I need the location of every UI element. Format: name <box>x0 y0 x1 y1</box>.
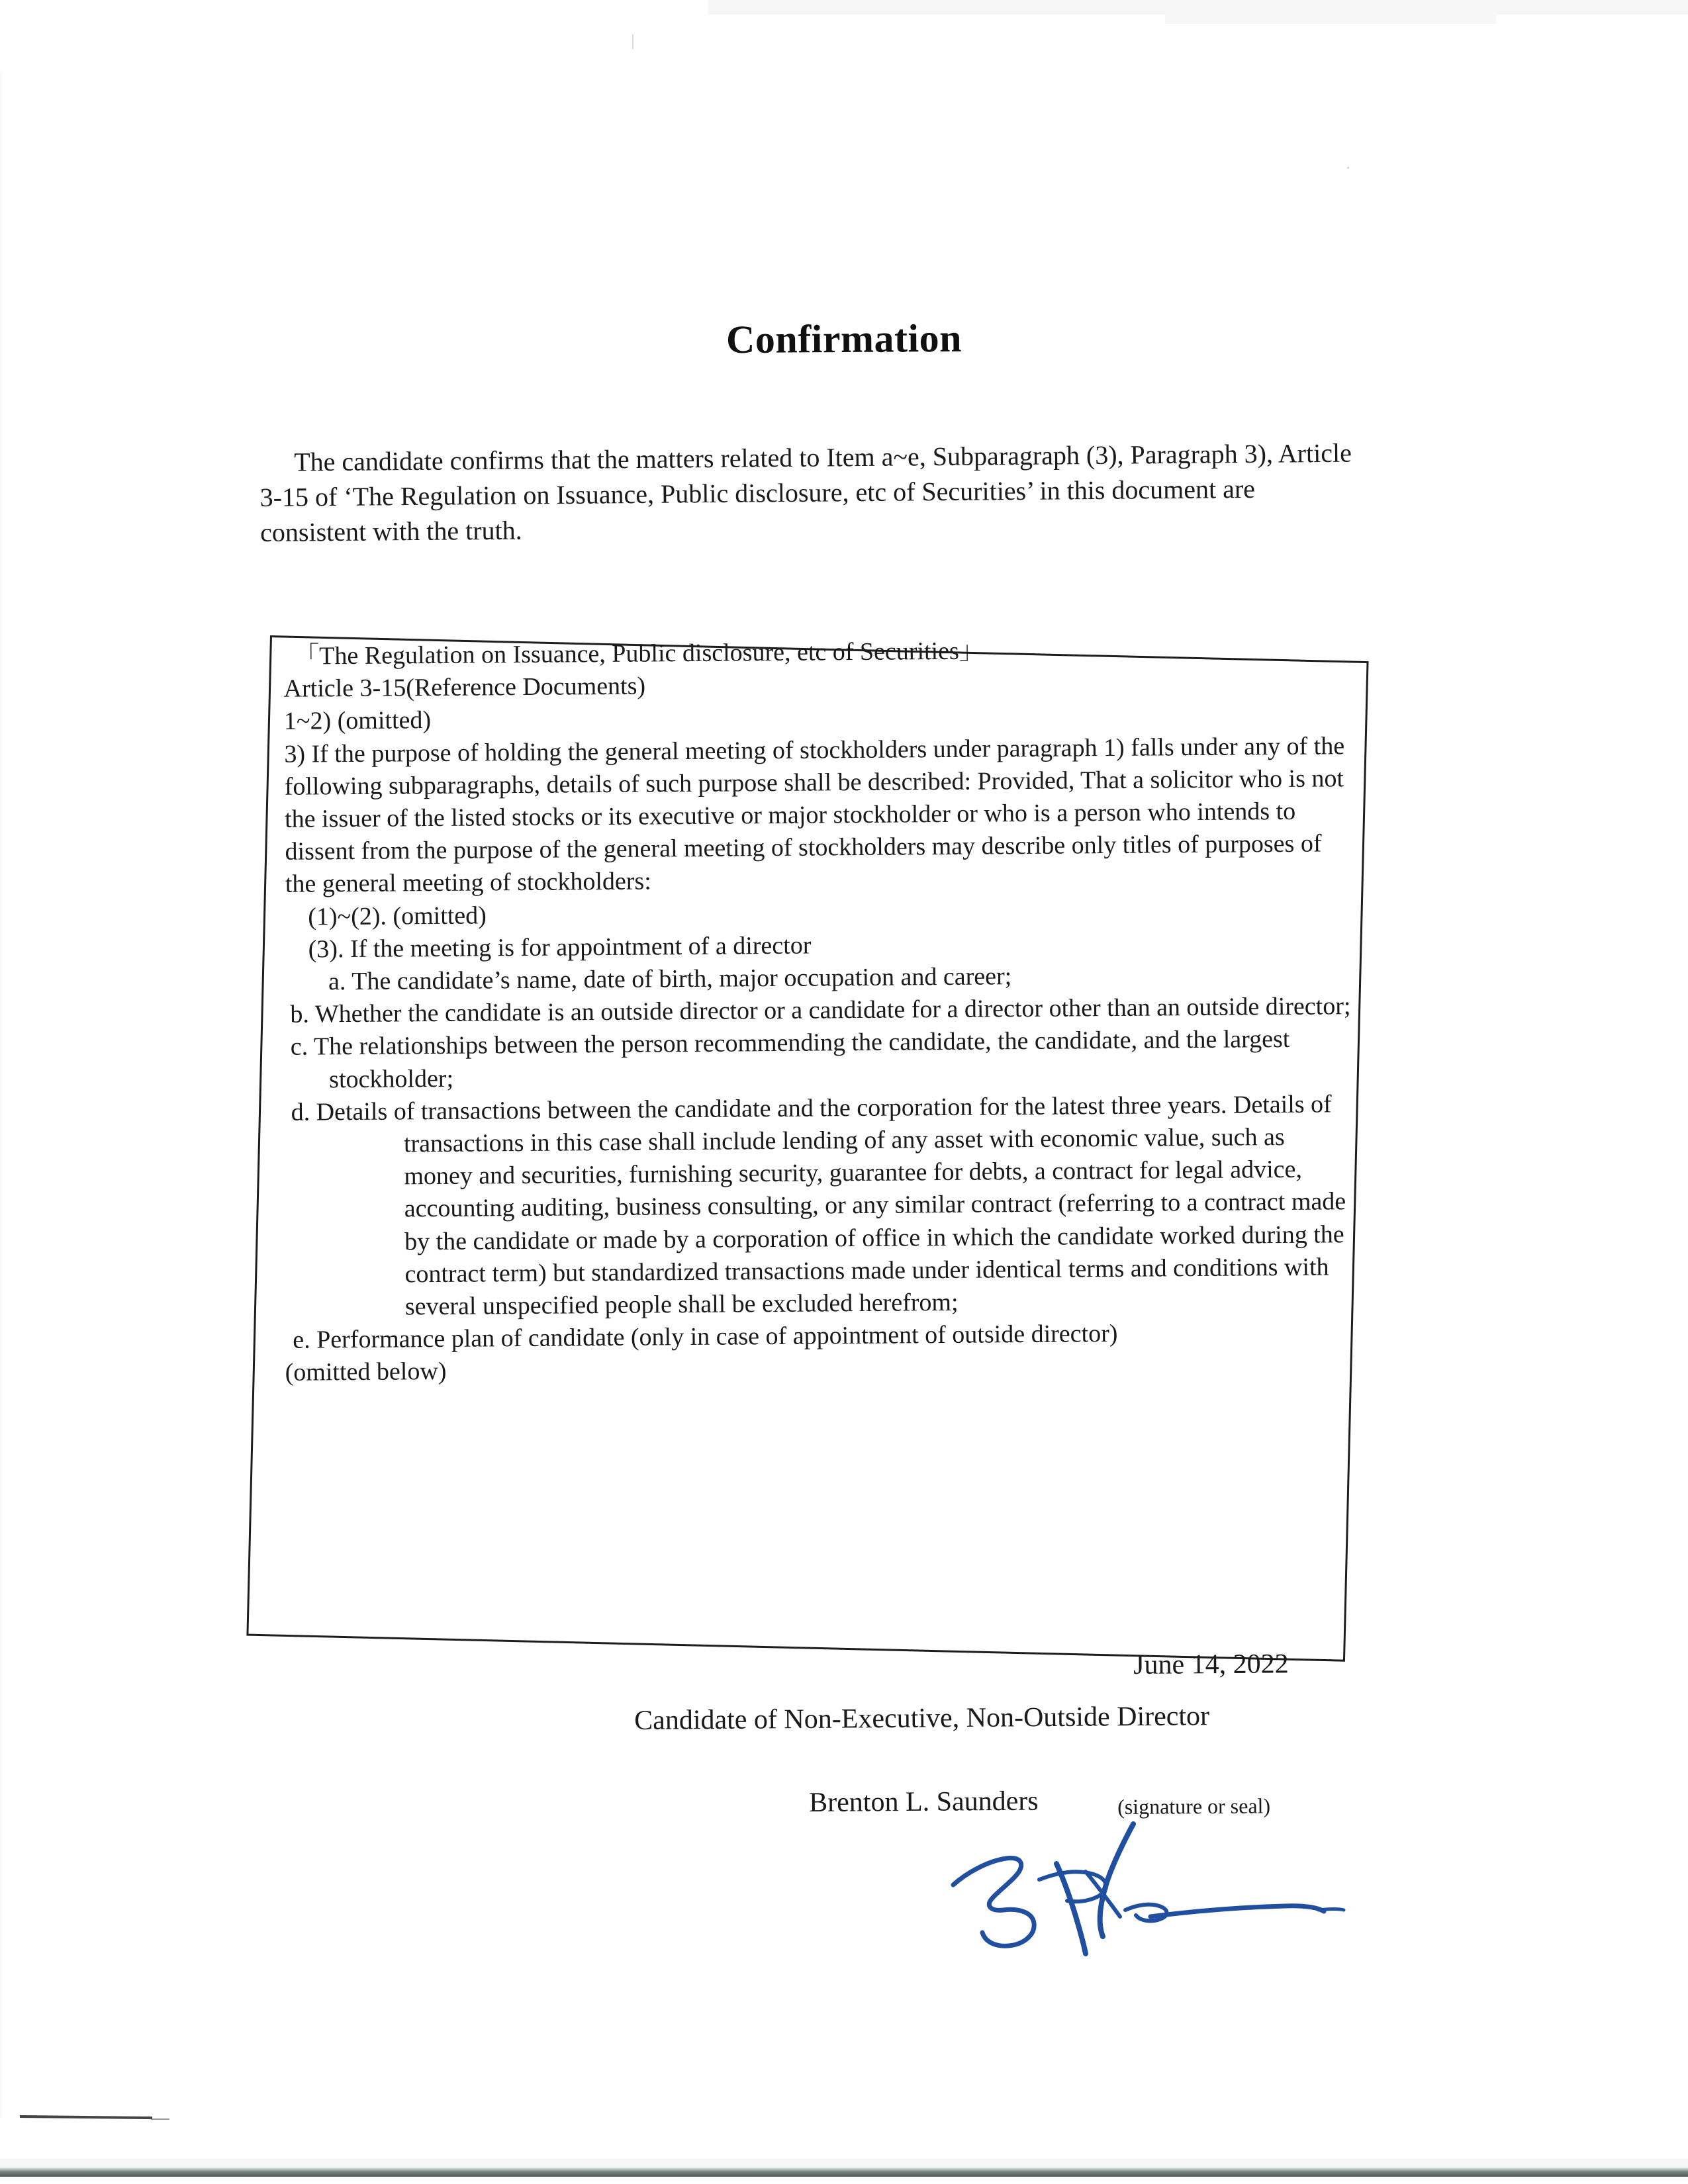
signature-role: Candidate of Non-Executive, Non-Outside Director <box>634 1701 1210 1736</box>
regulation-heading: 「The Regulation on Issuance, Public disclosure, etc of Securities」 <box>294 637 984 670</box>
regulation-item-e: e. Performance plan of candidate (only in case of appointment of outside director) <box>293 1320 1118 1354</box>
regulation-item-c: c. The relationships between the person recommending the candidate, the candidate, and the largest stockholder; <box>290 1025 1290 1093</box>
regulation-excerpt-text <box>267 632 1372 1390</box>
regulation-line-0: 1~2) (omitted) <box>283 706 432 736</box>
regulation-line-3: (3). If the meeting is for appointment of a director <box>308 931 812 964</box>
scan-artifact-top-tint-secondary <box>1165 0 1496 24</box>
regulation-item-a: a. The candidate’s name, date of birth, major occupation and career; <box>328 962 1012 996</box>
regulation-omitted-below: (omitted below) <box>285 1357 447 1387</box>
regulation-item-d: d. Details of transactions between the candidate and the corporation for the latest three years. Details of transactions in this case shall include lending of any asset with economic value, such as money and securities, furnishing security, guarantee for debts, a contract for legal advice, accounting auditing, business consulting, or any similar contract (referring to a contract made by the candidate or made by a corporation of office in which the candidate worked during the contract term) but standardized transactions made under identical terms and conditions with several unspecified people shall be excluded herefrom; <box>291 1090 1346 1321</box>
scan-artifact-left-edge <box>0 73 2 2118</box>
signature-date: June 14, 2022 <box>1133 1649 1289 1680</box>
regulation-line-1: 3) If the purpose of holding the general meeting of stockholders under paragraph 1) falls under any of the following subparagraphs, details of such purpose shall be described: Provided, That a solicitor who is not the issuer of the listed stocks or its executive or major stockholder or who is a person who intends to dissent from the purpose of the general meeting of stockholders may describe only titles of purposes of the general meeting of stockholders: <box>284 731 1345 899</box>
scan-artifact-bottom-line-tail <box>151 2118 169 2120</box>
signature-or-seal-hint: (signature or seal) <box>1117 1794 1271 1819</box>
signature-name: Brenton L. Saunders <box>809 1786 1039 1818</box>
regulation-item-b: b. Whether the candidate is an outside director or a candidate for a director other than an outside director; <box>290 992 1351 1028</box>
scan-artifact-speck-upper <box>632 34 633 49</box>
scan-artifact-speck-right <box>1347 167 1349 169</box>
handwritten-signature-icon <box>927 1800 1390 1959</box>
intro-paragraph: The candidate confirms that the matters related to Item a~e, Subparagraph (3), Paragraph 3), Article 3-15 of ‘The Regulation on Issuance, Public disclosure, etc of Securities’ in this document are consistent with the truth. <box>259 437 1352 548</box>
regulation-article: Article 3-15(Reference Documents) <box>283 672 646 704</box>
scan-artifact-bottom-line <box>20 2115 152 2119</box>
regulation-line-2: (1)~(2). (omitted) <box>308 901 487 931</box>
page-title: Confirmation <box>726 316 962 362</box>
scan-artifact-bottom-edge <box>0 2167 1688 2177</box>
